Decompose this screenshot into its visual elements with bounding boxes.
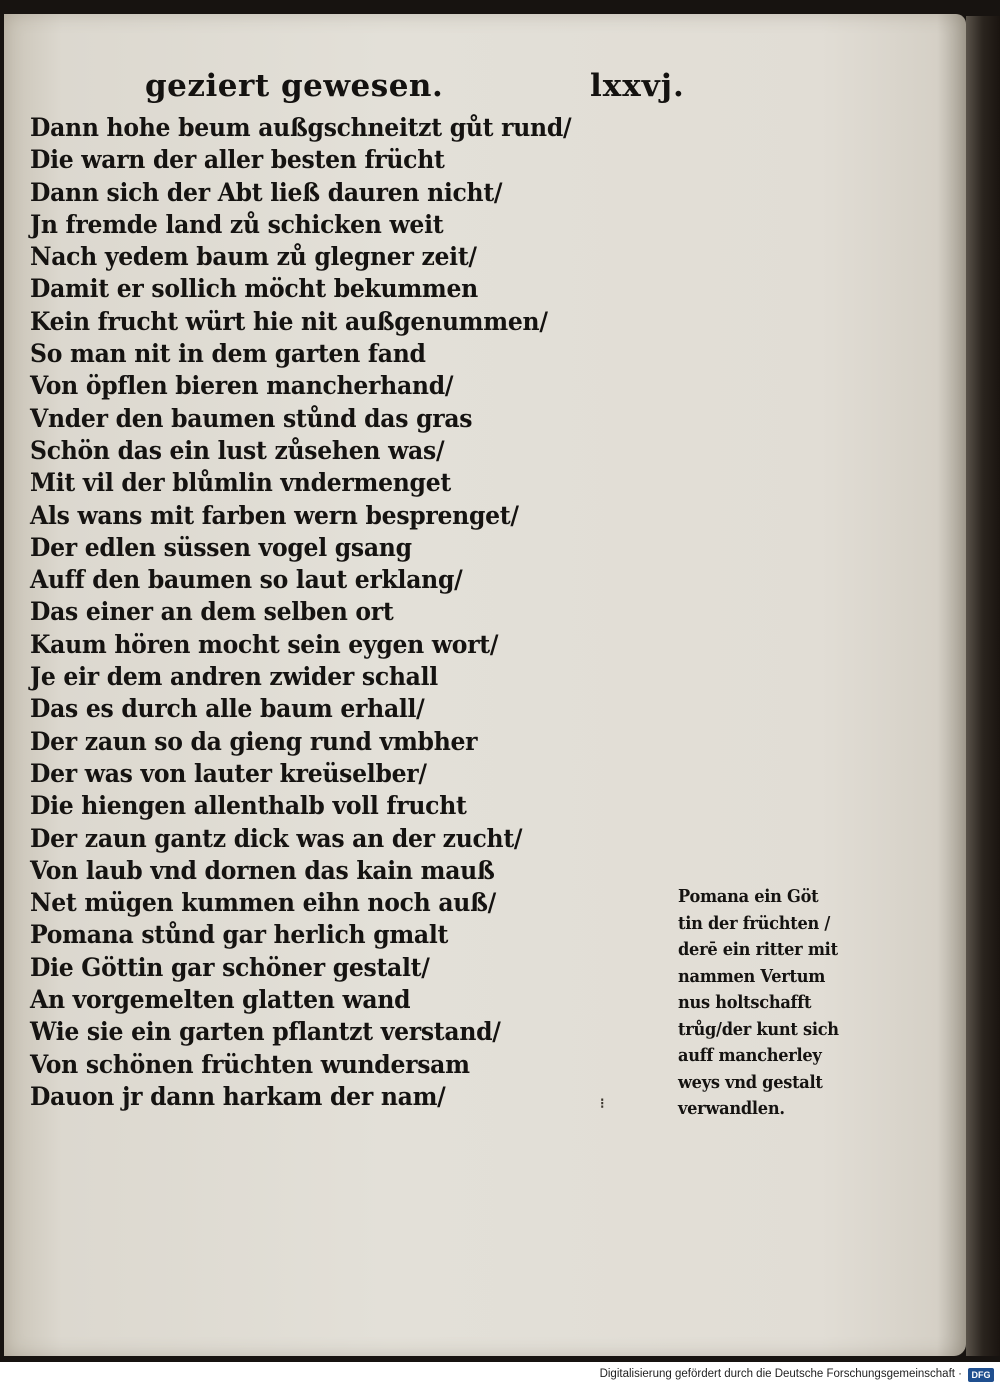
marginal-note-line: weys vnd gestalt [678,1071,823,1093]
verse-line: Je eir dem andren zwider schall [30,662,438,692]
footer-bar [0,1362,1000,1389]
verse-line: Von öpflen bieren mancherhand/ [30,371,454,401]
verse-line: Kaum hören mocht sein eygen wort/ [30,629,499,659]
verse-line: Dauon jr dann harkam der nam/ [30,1081,446,1111]
verse-line: An vorgemelten glatten wand [30,985,411,1015]
marginal-note-line: trůg/der kunt sich [678,1018,839,1040]
marginal-note-line: derē ein ritter mit [678,939,838,960]
verse-line: Vnder den baumen stůnd das gras [30,403,473,433]
verse-line: Von laub vnd dornen das kain mauß [30,855,495,885]
marginal-note-line: nammen Vertum [678,965,826,987]
marginal-note [678,884,878,1123]
verse-line: Der edlen süssen vogel gsang [30,532,412,562]
dfg-logo: DFG [968,1368,994,1382]
verse-line: Die hiengen allenthalb voll frucht [30,791,467,821]
verse-line: Kein frucht würt hie nit außgenummen/ [30,306,548,336]
verse-line: So man nit in dem garten fand [30,339,426,369]
verse-line: Net mügen kummen eihn noch auß/ [30,888,496,918]
verse-line: Das einer an dem selben ort [30,597,394,627]
verse-line: Mit vil der blůmlin vndermenget [30,468,451,498]
verse-line: Die warn der aller besten frücht [30,145,445,175]
verse-line: Das es durch alle baum erhall/ [30,694,425,724]
folio-number: lxxvj. [590,68,685,104]
verse-line: Der zaun so da gieng rund vmbher [30,726,478,756]
verse-line: Der zaun gantz dick was an der zucht/ [30,823,523,853]
marginal-note-line: Pomana ein Göt [678,886,819,907]
marginal-note-line: nus holtschafft [678,992,812,1013]
verse-line: Damit er sollich möcht bekummen [30,274,478,304]
verse-line: Auff den baumen so laut erklang/ [30,565,463,595]
verse-line: Der was von lauter kreüselber/ [30,758,427,788]
verse-line: Wie sie ein garten pflantzt verstand/ [30,1017,501,1047]
marginal-note-line: tin der früchten / [678,912,831,934]
verse-line: Von schönen früchten wundersam [30,1049,470,1079]
marginal-note-line: auff mancherley [678,1045,822,1066]
verse-line: Als wans mit farben wern besprenget/ [30,500,519,530]
verse-line: Jn fremde land zů schicken weit [30,209,444,239]
verse-line: Nach yedem baum zů glegner zeit/ [30,242,477,272]
verse-line: Dann sich der Abt ließ dauren nicht/ [30,177,503,207]
verse-text-block [30,112,620,1113]
running-title: geziert gewesen. [145,68,444,104]
verse-line: Pomana stůnd gar herlich gmalt [30,920,449,950]
funding-credit: Digitalisierung gefördert durch die Deutsche Forschungsgemeinschaft · [599,1368,962,1380]
verse-line: Dann hohe beum außgschneitzt gůt rund/ [30,113,572,142]
verse-line: Die Göttin gar schöner gestalt/ [30,952,430,982]
marginal-mark: ⁝ [600,1096,605,1112]
page-header [145,62,685,114]
book-edge-shadow [966,16,1000,1356]
verse-line: Schön das ein lust zůsehen was/ [30,435,445,465]
marginal-note-line: verwandlen. [678,1098,785,1119]
